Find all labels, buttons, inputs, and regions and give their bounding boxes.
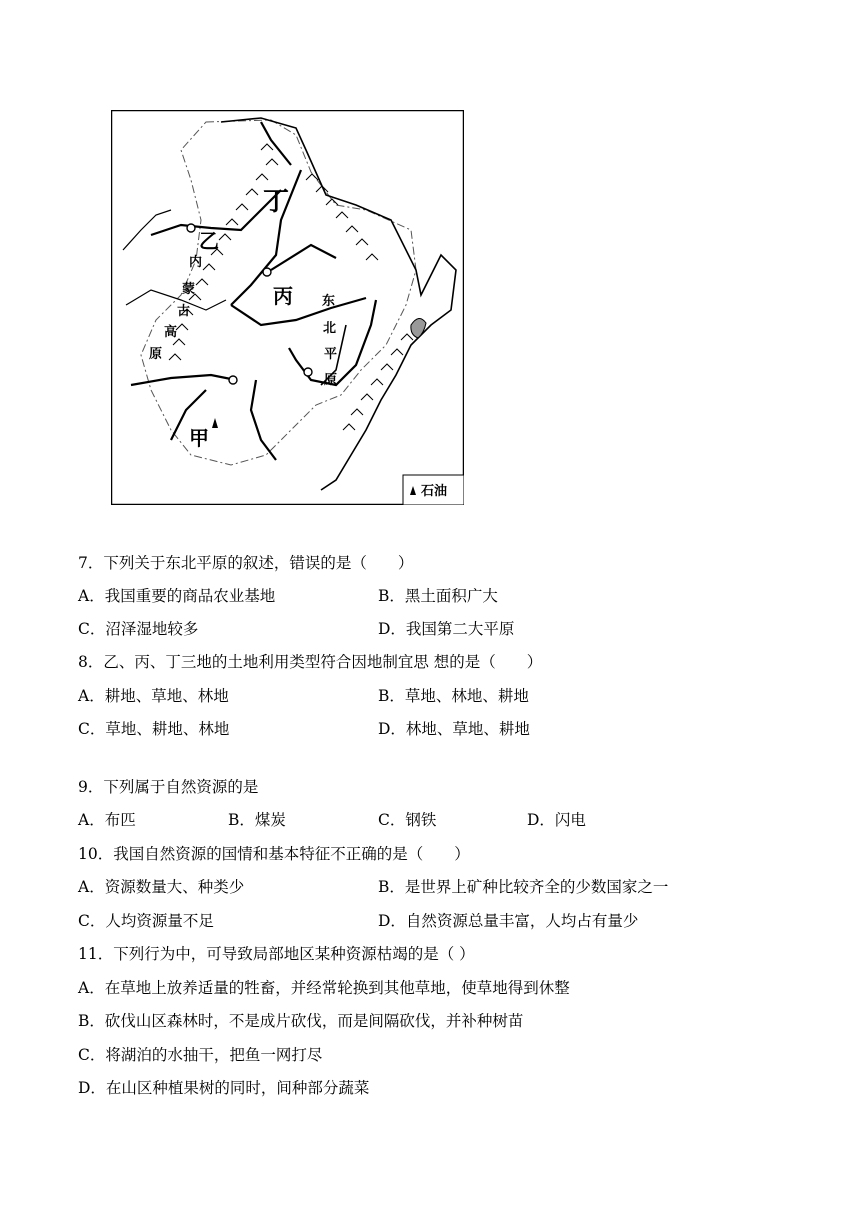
label-gu: 古 [177,304,191,319]
label-jia: 甲 [189,426,209,450]
label-yuan-plateau: 原 [149,347,163,362]
label-meng: 蒙 [182,282,196,297]
city-marker [187,224,195,232]
question-7-option-c: C．沼泽湿地较多 [78,620,199,638]
question-9-option-b: B．煤炭 [228,811,286,829]
question-7-option-a: A．我国重要的商品农业基地 [78,587,276,605]
city-marker [229,376,237,384]
northeast-china-map [111,110,464,505]
question-10-option-b: B．是世界上矿种比较齐全的少数国家之一 [378,878,669,896]
question-11-option-a: A．在草地上放养适量的牲畜，并经常轮换到其他草地，使草地得到休整 [78,979,570,997]
question-9: 9．下列属于自然资源的是 [78,778,259,796]
question-11: 11．下列行为中，可导致局部地区某种资源枯竭的是（ ） [78,945,475,963]
question-10-option-c: C．人均资源量不足 [78,912,214,930]
question-8-option-c: C．草地、耕地、林地 [78,720,230,738]
question-11-option-c: C．将湖泊的水抽干，把鱼一网打尽 [78,1046,323,1064]
city-marker [263,268,271,276]
label-nei: 内 [189,255,203,270]
question-8-option-d: D．林地、草地、耕地 [378,720,530,738]
label-ping: 平 [324,347,338,362]
question-9-option-d: D．闪电 [527,811,586,829]
legend-label: 石油 [421,484,448,499]
map-legend [403,475,464,505]
label-yi: 乙 [199,229,219,253]
label-gao: 高 [164,325,178,340]
question-11-option-d: D．在山区种植果树的同时，间种部分蔬菜 [78,1079,370,1097]
question-7: 7．下列关于东北平原的叙述，错误的是（ ） [78,554,414,572]
label-yuan-plain: 原 [324,373,338,388]
question-10: 10．我国自然资源的国情和基本特征不正确的是（ ） [78,845,470,863]
question-8: 8．乙、丙、丁三地的土地利用类型符合因地制宜思 想的是（ ） [78,653,543,671]
label-bing: 丙 [273,284,293,308]
label-ding: 丁 [263,187,290,217]
question-8-option-a: A．耕地、草地、林地 [78,687,229,705]
question-7-option-b: B．黑土面积广大 [378,587,498,605]
city-marker [304,368,312,376]
question-9-option-c: C．钢铁 [378,811,437,829]
question-8-option-b: B．草地、林地、耕地 [378,687,529,705]
question-9-option-a: A．布匹 [78,811,136,829]
question-10-option-a: A．资源数量大、种类少 [78,878,245,896]
label-dong: 东 [322,294,336,309]
question-7-option-d: D．我国第二大平原 [378,620,515,638]
question-10-option-d: D．自然资源总量丰富，人均占有量少 [378,912,639,930]
label-bei: 北 [323,321,337,336]
question-11-option-b: B．砍伐山区森林时，不是成片砍伐，而是间隔砍伐，并补种树苗 [78,1012,524,1030]
